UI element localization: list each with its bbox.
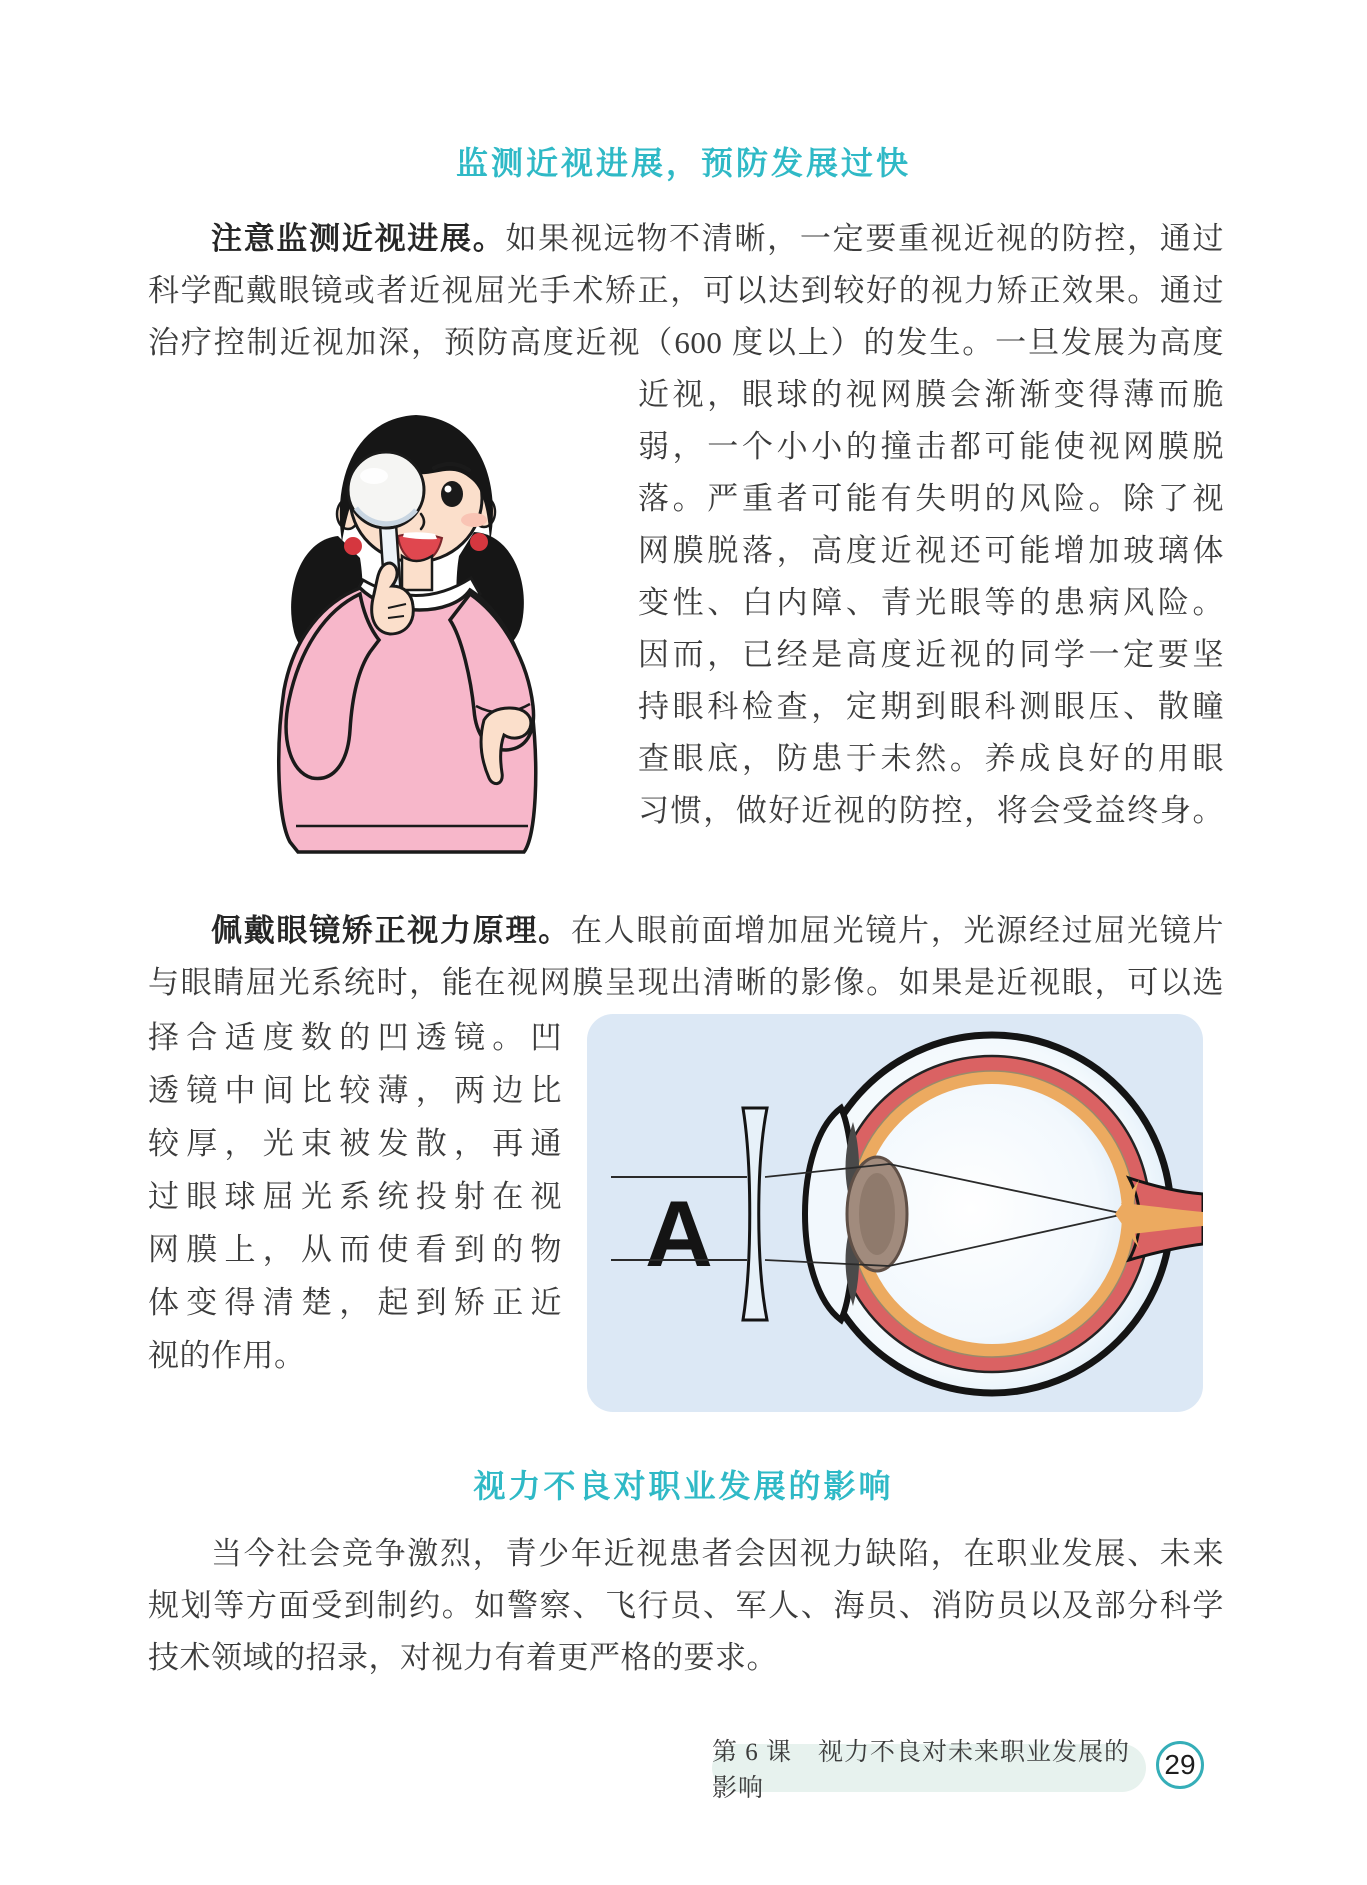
page-number: 29: [1164, 1749, 1196, 1780]
text-line: 近视，眼球的视网膜会渐渐变得薄而脆: [638, 377, 1224, 412]
text-line: 因而，已经是高度近视的同学一定要坚: [638, 637, 1224, 672]
footer-lesson-label: 第 6 课 视力不良对未来职业发展的影响: [712, 1739, 1131, 1802]
text-line: 查眼底，防患于未然。养成良好的用眼: [638, 741, 1224, 776]
text-line: 体变得清楚，起到矫正近: [148, 1285, 562, 1320]
girl-hair-tie: [470, 533, 488, 551]
text-line: 科学配戴眼镜或者近视屈光手术矫正，可以达到较好的视力矫正效果。通过: [148, 273, 1224, 308]
occluder-highlight: [360, 468, 388, 484]
paragraph2-lead: 佩戴眼镜矫正视力原理。: [211, 913, 571, 948]
text-line: 治疗控制近视加深，预防高度近视（600 度以上）的发生。一旦发展为高度: [148, 325, 1224, 360]
vision-test-girl-illustration: [238, 390, 570, 870]
text-line: 较厚，光束被发散，再通: [148, 1126, 562, 1161]
paragraph2-line1: 在人眼前面增加屈光镜片，光源经过屈光镜片: [570, 913, 1225, 948]
eye-refraction-drawing: [587, 1014, 1203, 1412]
page-number-badge: [1156, 1741, 1204, 1789]
text-line: 规划等方面受到制约。如警察、飞行员、军人、海员、消防员以及部分科学: [148, 1588, 1224, 1623]
girl-eye-highlight: [445, 486, 452, 493]
girl-blush: [461, 513, 487, 527]
paragraph1-line1: 如果视远物不清晰，一定要重视近视的防控，通过: [505, 221, 1225, 256]
text-line: 变性、白内障、青光眼等的患病风险。: [638, 585, 1224, 620]
eye-refraction-diagram: [587, 1014, 1203, 1412]
text-line: 网膜上，从而使看到的物: [148, 1232, 562, 1267]
text-line: 与眼睛屈光系统时，能在视网膜呈现出清晰的影像。如果是近视眼，可以选: [148, 965, 1224, 1000]
text-line: 落。严重者可能有失明的风险。除了视: [638, 481, 1224, 516]
text-line: 过眼球屈光系统投射在视: [148, 1179, 562, 1214]
footer-lesson-pill: [712, 1739, 1146, 1802]
text-line: 持眼科检查，定期到眼科测眼压、散瞳: [638, 689, 1224, 724]
letter-a-object: A: [645, 1181, 713, 1286]
section2-heading: 视力不良对职业发展的影响: [473, 1468, 894, 1504]
text-line: [148, 905, 1224, 957]
text-line: 习惯，做好近视的防控，将会受益终身。: [638, 793, 1224, 828]
text-line: 当今社会竞争激烈，青少年近视患者会因视力缺陷，在职业发展、未来: [211, 1536, 1224, 1571]
paragraph1-lead: 注意监测近视进展。: [211, 221, 506, 256]
section1-heading: 监测近视进展，预防发展过快: [455, 145, 911, 181]
vision-test-girl-drawing: [238, 390, 570, 870]
girl-hair-tie: [344, 537, 362, 555]
text-line: 透镜中间比较薄，两边比: [148, 1073, 562, 1108]
girl-neck: [402, 556, 432, 590]
eye-lens-core: [859, 1173, 895, 1255]
text-line: 弱，一个小小的撞击都可能使视网膜脱: [638, 429, 1224, 464]
text-line: 视的作用。: [148, 1338, 306, 1373]
text-line: 网膜脱落，高度近视还可能增加玻璃体: [638, 533, 1224, 568]
text-line: 技术领域的招录，对视力有着更严格的要求。: [148, 1640, 778, 1675]
girl-eye: [441, 481, 463, 507]
text-line: 择合适度数的凹透镜。凹: [148, 1020, 562, 1055]
text-line: [148, 213, 1224, 265]
